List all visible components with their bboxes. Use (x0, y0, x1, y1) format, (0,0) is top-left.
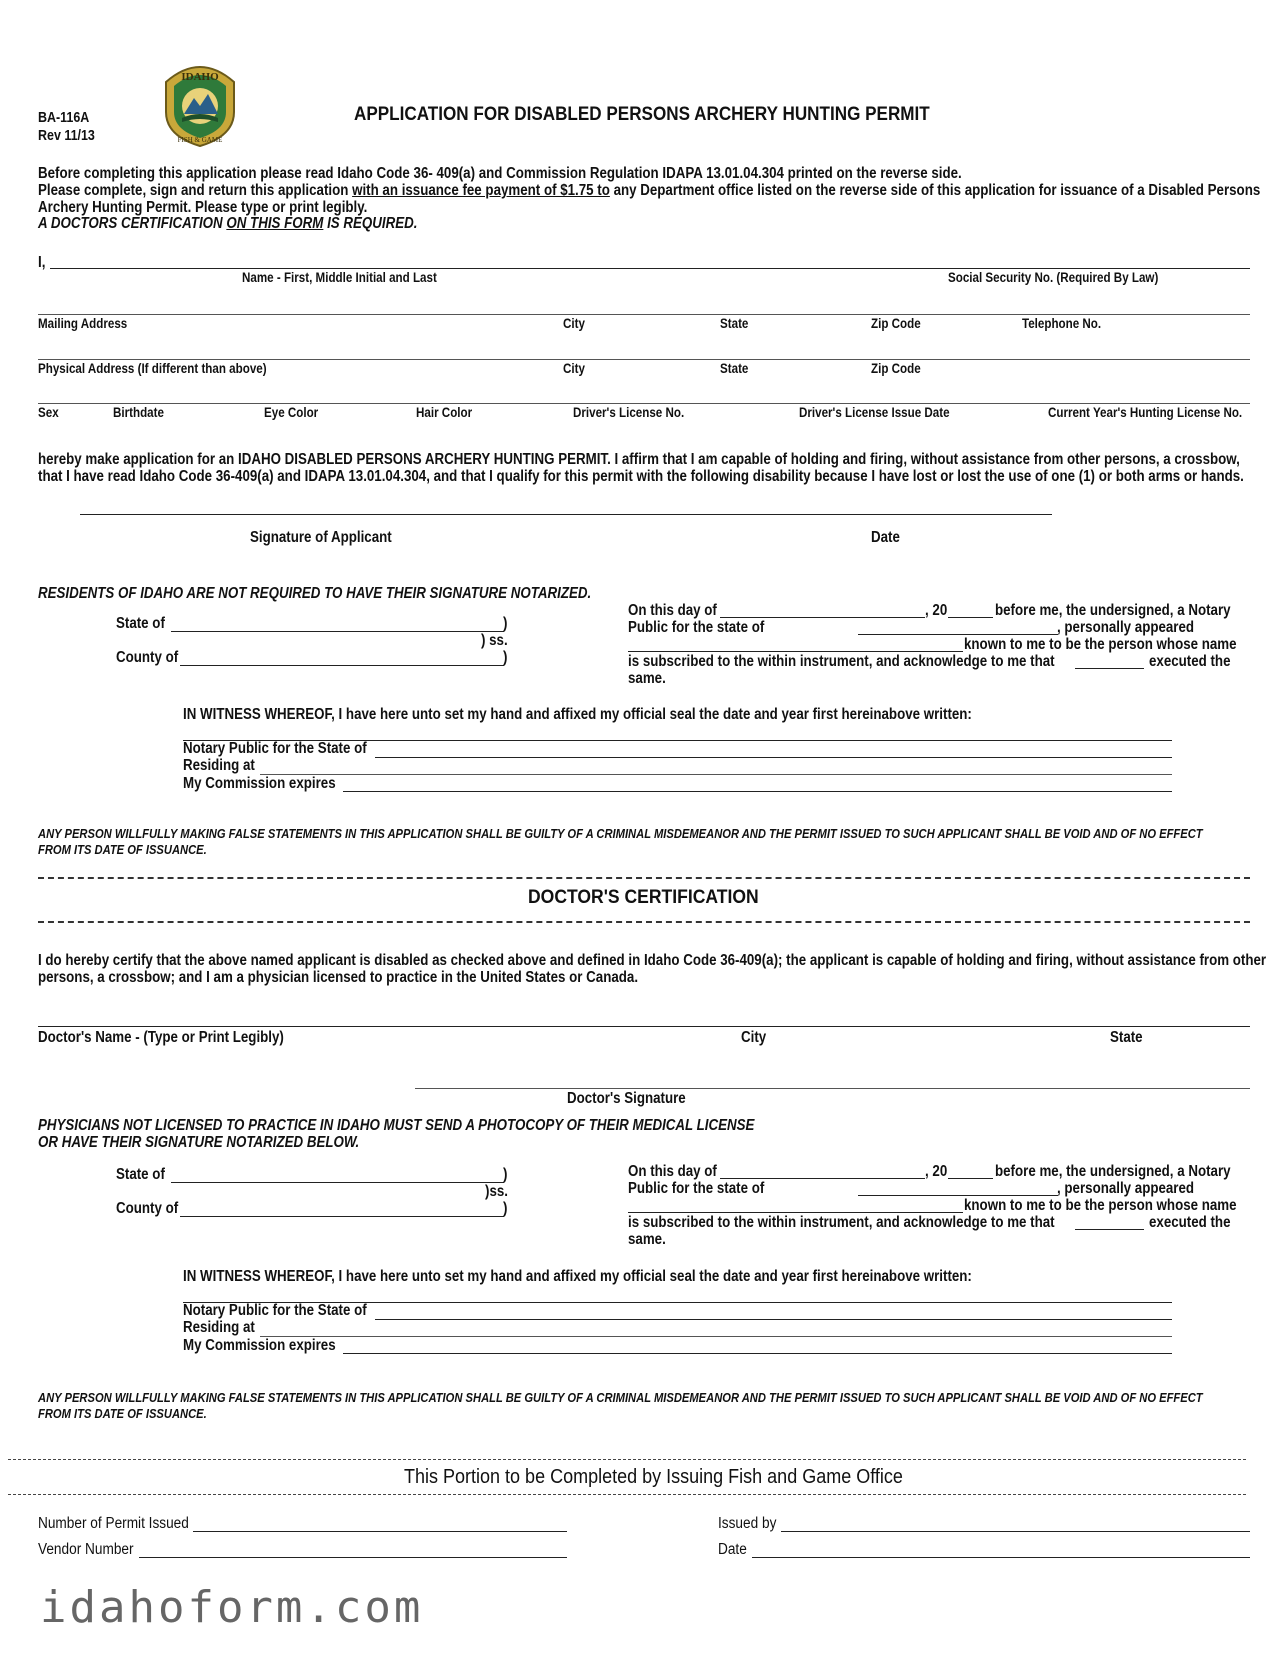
notary2-year-field[interactable] (948, 1178, 993, 1179)
notary1-public-for: Public for the state of (628, 619, 765, 636)
vendor-number-field[interactable] (139, 1557, 567, 1558)
i-label: I, (38, 254, 46, 271)
name-ssn-field-line[interactable] (50, 268, 1250, 269)
notary2-executed-field[interactable] (1075, 1229, 1144, 1230)
intro-line-3: Archery Hunting Permit. Please type or print legibly. (38, 199, 368, 216)
doctor-certify-line-2: persons, a crossbow; and I am a physician licensed to practice in the United States or Canada. (38, 969, 639, 986)
intro-line-1: Before completing this application please read Idaho Code 36- 409(a) and Commission Regulation IDAPA 13.01.04.304 printed on the reverse side. (38, 165, 962, 182)
doctor-city-label: City (741, 1029, 767, 1046)
hunting-license-label: Current Year's Hunting License No. (1048, 405, 1243, 420)
eye-color-label: Eye Color (264, 405, 319, 420)
vendor-number-label: Vendor Number (38, 1541, 134, 1558)
applicant-date-label: Date (871, 529, 900, 546)
notary1-residing-label: Residing at (183, 757, 255, 774)
notary2-personally: , personally appeared (1057, 1180, 1195, 1197)
physicians-note-2: OR HAVE THEIR SIGNATURE NOTARIZED BELOW. (38, 1134, 360, 1151)
physical-state-label: State (720, 361, 749, 376)
divider-dashed-3 (8, 1459, 1246, 1460)
notary2-same: same. (628, 1231, 666, 1248)
doctor-state-label: State (1110, 1029, 1143, 1046)
name-label: Name - First, Middle Initial and Last (242, 270, 437, 285)
notary1-person-field[interactable] (628, 651, 963, 652)
doctor-signature-line[interactable] (415, 1088, 1250, 1089)
sex-label: Sex (38, 405, 59, 420)
notary2-state-of-field[interactable] (171, 1182, 504, 1183)
residents-note: RESIDENTS OF IDAHO ARE NOT REQUIRED TO HAVE THEIR SIGNATURE NOTARIZED. (38, 585, 592, 602)
intro-line-2: Please complete, sign and return this application with an issuance fee payment of $1.75 to any Department office listed on the reverse side of this application for issuance of a Disabled Persons (38, 182, 1261, 199)
notary1-paren-2: ) (503, 649, 508, 666)
issued-by-field[interactable] (781, 1531, 1250, 1532)
notary2-before-me: before me, the undersigned, a Notary (995, 1163, 1231, 1180)
notary1-notary-public-label: Notary Public for the State of (183, 740, 367, 757)
notary2-public-for: Public for the state of (628, 1180, 765, 1197)
drivers-license-label: Driver's License No. (573, 405, 685, 420)
notary2-residing-label: Residing at (183, 1319, 255, 1336)
logo-text-top: IDAHO (181, 71, 219, 83)
notary2-ss: )ss. (485, 1183, 508, 1200)
watermark: idahoform.com (40, 1582, 424, 1633)
notary2-state-of-label: State of (116, 1166, 165, 1183)
doctor-signature-label: Doctor's Signature (567, 1090, 686, 1107)
notary2-year-prefix: , 20 (925, 1163, 948, 1180)
warning-1-line-1: ANY PERSON WILLFULLY MAKING FALSE STATEMENTS IN THIS APPLICATION SHALL BE GUILTY OF A CRIMINAL MISDEMEANOR AND THE PERMIT ISSUED TO SUCH APPLICANT SHALL BE VOID AND OF NO EFFECT (38, 826, 1203, 841)
mailing-zip-label: Zip Code (871, 316, 921, 331)
notary2-state-field[interactable] (858, 1195, 1058, 1196)
notary2-residing-field[interactable] (260, 1336, 1172, 1337)
notary2-commission-field[interactable] (343, 1353, 1172, 1354)
notary1-witness: IN WITNESS WHEREOF, I have here unto set my hand and affixed my official seal the date and year first hereinabove written: (183, 706, 972, 723)
notary1-executed: executed the (1149, 653, 1231, 670)
form-title: APPLICATION FOR DISABLED PERSONS ARCHERY HUNTING PERMIT (354, 104, 930, 125)
logo-text-bottom: FISH & GAME (177, 136, 223, 144)
office-date-field[interactable] (752, 1557, 1250, 1558)
mailing-address-field-line[interactable] (38, 314, 1250, 315)
notary1-day-field[interactable] (720, 617, 925, 618)
doctor-name-field-line[interactable] (38, 1026, 1250, 1027)
physical-zip-label: Zip Code (871, 361, 921, 376)
notary1-state-field[interactable] (858, 634, 1058, 635)
doctor-name-label: Doctor's Name - (Type or Print Legibly) (38, 1029, 284, 1046)
notary1-state-of-label: State of (116, 615, 165, 632)
notary2-subscribed: is subscribed to the within instrument, and acknowledge to me that (628, 1214, 1055, 1231)
doctors-certification-heading: DOCTOR'S CERTIFICATION (528, 886, 759, 908)
divider-dashed-4 (8, 1494, 1246, 1495)
notary1-commission-field[interactable] (343, 791, 1172, 792)
affirmation-line-2: that I have read Idaho Code 36-409(a) and IDAPA 13.01.04.304, and that I qualify for this permit with the following disability because I have lost or lost the use of one (1) or both arms or hands. (38, 468, 1244, 485)
notary1-on-this-day: On this day of (628, 602, 717, 619)
notary2-county-of-field[interactable] (180, 1216, 504, 1217)
notary1-commission-label: My Commission expires (183, 775, 336, 792)
notary1-state-of-field[interactable] (171, 631, 504, 632)
notary1-subscribed: is subscribed to the within instrument, and acknowledge to me that (628, 653, 1055, 670)
notary1-county-of-field[interactable] (180, 665, 504, 666)
notary2-on-this-day: On this day of (628, 1163, 717, 1180)
notary1-year-field[interactable] (948, 617, 993, 618)
hair-color-label: Hair Color (416, 405, 473, 420)
intro-line-4: A DOCTORS CERTIFICATION ON THIS FORM IS REQUIRED. (38, 215, 418, 232)
notary1-same: same. (628, 670, 666, 687)
divider-dashed-1 (38, 877, 1250, 879)
notary1-before-me: before me, the undersigned, a Notary (995, 602, 1231, 619)
signature-of-applicant-label: Signature of Applicant (250, 529, 392, 546)
physicians-note-1: PHYSICIANS NOT LICENSED TO PRACTICE IN IDAHO MUST SEND A PHOTOCOPY OF THEIR MEDICAL LICENSE (38, 1117, 755, 1134)
notary1-executed-field[interactable] (1075, 668, 1144, 669)
notary2-county-of-label: County of (116, 1200, 179, 1217)
permit-number-label: Number of Permit Issued (38, 1515, 189, 1532)
warning-2-line-2: FROM ITS DATE OF ISSUANCE. (38, 1406, 207, 1421)
warning-1-line-2: FROM ITS DATE OF ISSUANCE. (38, 842, 207, 857)
notary1-paren-1: ) (503, 615, 508, 632)
permit-number-field[interactable] (193, 1531, 567, 1532)
notary1-county-of-label: County of (116, 649, 179, 666)
doctor-certify-line-1: I do hereby certify that the above named applicant is disabled as checked above and defined in Idaho Code 36-409(a); the applicant is capable of holding and firing, without assistance from other (38, 952, 1267, 969)
affirmation-line-1: hereby make application for an IDAHO DISABLED PERSONS ARCHERY HUNTING PERMIT. I affirm that I am capable of holding and firing, without assistance from other persons, a crossbow, (38, 451, 1240, 468)
notary1-ss: ) ss. (481, 632, 508, 649)
notary2-witness: IN WITNESS WHEREOF, I have here unto set my hand and affixed my official seal the date and year first hereinabove written: (183, 1268, 972, 1285)
form-revision: Rev 11/13 (38, 128, 95, 144)
mailing-address-label: Mailing Address (38, 316, 128, 331)
notary2-known: known to me to be the person whose name (964, 1197, 1237, 1214)
mailing-city-label: City (563, 316, 585, 331)
notary2-person-field[interactable] (628, 1212, 963, 1213)
notary1-known: known to me to be the person whose name (964, 636, 1237, 653)
form-id: BA-116A (38, 110, 90, 126)
notary2-notary-state-field[interactable] (375, 1319, 1172, 1320)
birthdate-label: Birthdate (113, 405, 164, 420)
telephone-label: Telephone No. (1022, 316, 1102, 331)
divider-dashed-2 (38, 921, 1250, 923)
issued-by-label: Issued by (718, 1515, 777, 1532)
office-heading: This Portion to be Completed by Issuing Fish and Game Office (404, 1466, 903, 1488)
applicant-signature-line[interactable] (80, 514, 1052, 515)
notary2-paren-1: ) (503, 1166, 508, 1183)
physical-address-label: Physical Address (If different than above) (38, 361, 267, 376)
idaho-fish-game-logo (160, 60, 240, 148)
notary2-paren-2: ) (503, 1200, 508, 1217)
notary2-commission-label: My Commission expires (183, 1337, 336, 1354)
license-issue-date-label: Driver's License Issue Date (799, 405, 950, 420)
personal-details-field-line[interactable] (38, 403, 1250, 404)
notary1-personally: , personally appeared (1057, 619, 1195, 636)
notary2-day-field[interactable] (720, 1178, 925, 1179)
notary2-executed: executed the (1149, 1214, 1231, 1231)
warning-2-line-1: ANY PERSON WILLFULLY MAKING FALSE STATEMENTS IN THIS APPLICATION SHALL BE GUILTY OF A CRIMINAL MISDEMEANOR AND THE PERMIT ISSUED TO SUCH APPLICANT SHALL BE VOID AND OF NO EFFECT (38, 1390, 1203, 1405)
physical-city-label: City (563, 361, 585, 376)
mailing-state-label: State (720, 316, 749, 331)
notary2-notary-public-label: Notary Public for the State of (183, 1302, 367, 1319)
physical-address-field-line[interactable] (38, 359, 1250, 360)
office-date-label: Date (718, 1541, 747, 1558)
notary1-residing-field[interactable] (260, 774, 1172, 775)
notary1-notary-state-field[interactable] (375, 757, 1172, 758)
notary1-year-prefix: , 20 (925, 602, 948, 619)
ssn-label: Social Security No. (Required By Law) (948, 270, 1159, 285)
